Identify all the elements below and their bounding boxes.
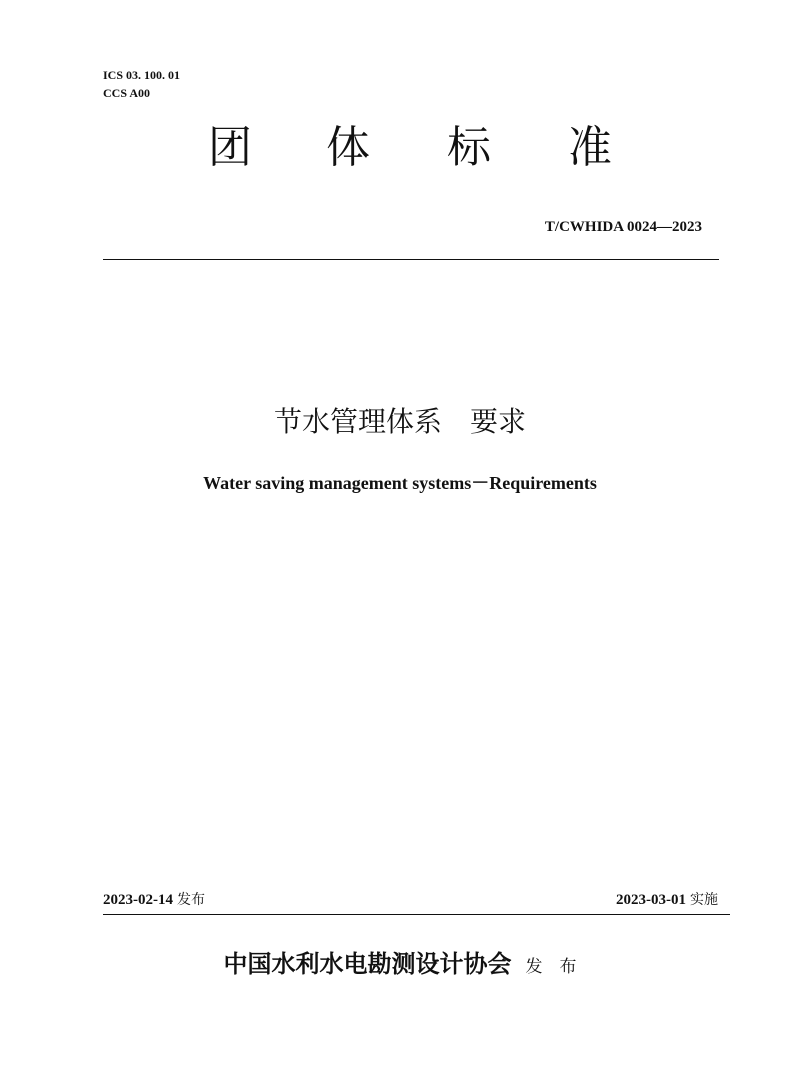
issue-date-line [103, 889, 205, 911]
standard-type-heading [0, 118, 800, 178]
implementation-date-line [616, 889, 718, 911]
title-english: Water saving management systems－Requirements [203, 473, 597, 493]
publisher-line [0, 946, 800, 985]
footer-divider [103, 914, 730, 915]
standard-type-char: 体 [326, 122, 370, 173]
standard-type-char: 团 [208, 122, 252, 173]
implementation-date: 2023-03-01 [616, 892, 686, 908]
ics-code: ICS 03. 100. 01 [103, 68, 181, 82]
implementation-label: 实施 [690, 892, 718, 908]
publisher-organization: 中国水利水电勘测设计协会 [223, 949, 512, 978]
title-chinese: 节水管理体系 要求 [273, 405, 526, 438]
classification-codes [103, 66, 180, 102]
standard-type-char: 准 [568, 122, 612, 173]
issue-date: 2023-02-14 [103, 892, 173, 908]
issue-label: 发布 [177, 892, 205, 908]
ccs-code: CCS A00 [103, 86, 151, 100]
header-divider [103, 259, 719, 260]
standard-number: T/CWHIDA 0024—2023 [544, 219, 702, 235]
standard-type-char: 标 [447, 122, 491, 173]
publisher-action: 发 布 [525, 957, 577, 977]
